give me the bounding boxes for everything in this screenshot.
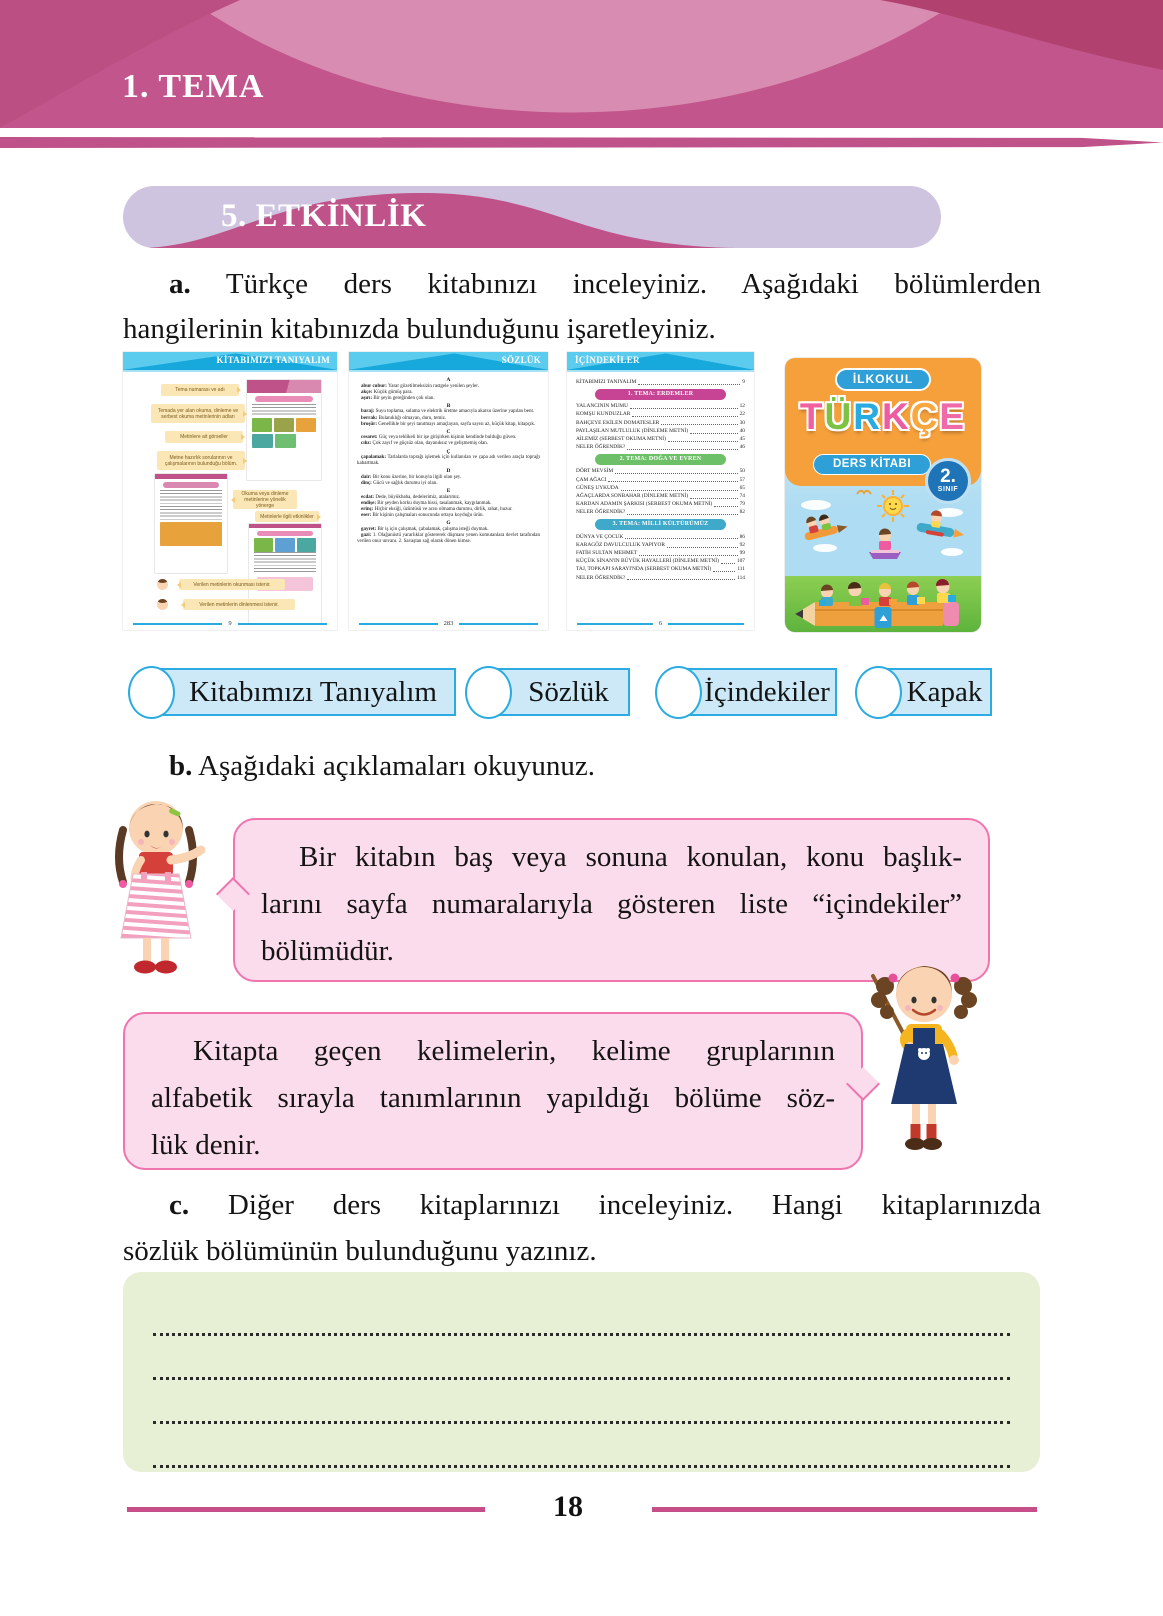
toc-tema-banner: 2. TEMA: DOĞA VE EVREN	[595, 454, 727, 465]
cloud-shape	[941, 548, 963, 556]
dict-entry: dair: Bir konu üzerine, bir konuyla ilgili olan şey.	[361, 474, 462, 480]
callout-label: Metinlerle ilgili etkinlikler	[255, 511, 319, 522]
toc-item: ÇAM AĞACI 57	[576, 476, 745, 483]
dict-entry: gazi: 1. Olağanüstü yararlıklar göstererek düşmanı yenen komutanlara devlet tarafından verilen onur unvanı. 2. Savaştan sağ olarak dönen kimse.	[357, 532, 540, 544]
toc-item: GÜNEŞ UYKUDA 65	[576, 484, 745, 491]
cover-title-letter: T	[799, 396, 825, 437]
toc-item: NELER ÖĞRENDİK? 46	[576, 444, 745, 451]
checkbox-circle[interactable]	[465, 666, 512, 719]
thumbnail-page-number: 9	[228, 619, 232, 627]
thumbnail-footer	[123, 621, 337, 628]
cover-title-letter: Ç	[910, 396, 940, 437]
instruction-b-text: Aşağıdaki açıklamaları okuyunuz.	[198, 750, 596, 782]
answer-line[interactable]	[153, 1424, 1010, 1468]
page-header-band	[0, 0, 1163, 128]
thumbnail-icindekiler	[567, 352, 754, 630]
tema-title: 1. TEMA	[122, 68, 265, 105]
bubble-line: larını sayfa numaralarıyla gösteren liste “içindekiler”	[261, 888, 962, 920]
checkbox-circle[interactable]	[855, 666, 902, 719]
option-icindekiler[interactable]	[677, 668, 837, 716]
header-divider-stripe	[0, 137, 1163, 148]
dict-entry: abur cubur: Yarar gözetilmeksizin rastgele yenilen şeyler.	[361, 383, 479, 389]
instruction-a	[123, 262, 1041, 352]
cover-title-letter: Ü	[824, 396, 854, 437]
dict-entry: eser: Bir kişinin çalışmaları sonucunda ortaya koyduğu ürün.	[361, 512, 484, 518]
dict-letter-heading: Ç	[446, 448, 451, 455]
cover-subtitle: DERS KİTABI	[813, 454, 931, 475]
toc-item: NELER ÖĞRENDİK? 82	[576, 509, 745, 516]
toc-item: AĞAÇLARDA SONBAHAR (DİNLEME METNİ) 74	[576, 493, 745, 500]
cover-grade-badge	[925, 458, 971, 504]
checkbox-circle[interactable]	[655, 666, 702, 719]
dict-entry: cılız: Çok zayıf ve güçsüz olan, dayanıksız ve gelişmemiş olan.	[361, 441, 489, 447]
toc-tema-banner: 1. TEMA: ERDEMLER	[595, 389, 727, 400]
toc-item: TAJ, TOPKAPI SARAYI'NDA (SERBEST OKUMA METNİ) 111	[576, 566, 745, 573]
publisher-logo	[875, 607, 892, 628]
toc-item: PAYLAŞILAN MUTLULUK (DİNLEME METNİ) 40	[576, 427, 745, 434]
instruction-c-line1: Diğer ders kitaplarınızı inceleyiniz. Hangi kitaplarınızda	[227, 1189, 1041, 1221]
dict-entry: aşırı: Bir şeyin gereğinden çok olan.	[361, 395, 435, 401]
thumbnail-page-number: 6	[658, 619, 663, 627]
mini-page	[247, 380, 321, 480]
instruction-c	[123, 1182, 1041, 1274]
answer-line[interactable]	[153, 1380, 1010, 1424]
dict-letter-heading: G	[446, 520, 451, 527]
girl-character-right	[853, 950, 993, 1165]
dict-entry: akçe: Küçük gümüş para.	[361, 389, 413, 395]
flying-girl-on-book	[863, 526, 907, 562]
instruction-a-line1: Türkçe ders kitabınızı inceleyiniz. Aşağıdaki bölümlerden	[225, 268, 1041, 300]
cover-title	[785, 398, 981, 435]
dict-entry: berrak: Bulanıklığı olmayan, duru, temiz.	[361, 415, 447, 421]
callout-label: Verilen metinlerin okunması istenir.	[179, 579, 285, 590]
dict-entry: broşür: Genellikle bir şeyi tanıtmayı amaçlayan, sayfa sayısı az, küçük kitap, kitapçık.	[361, 421, 536, 427]
sitting-kids	[819, 579, 956, 606]
toc-item: AİLEMİZ (SERBEST OKUMA METNİ) 45	[576, 436, 745, 443]
bird-icon	[855, 486, 873, 498]
thumbnail-title: KİTABIMIZI TANIYALIM	[216, 355, 330, 365]
option-kapak[interactable]	[877, 668, 992, 716]
cover-school-level: İLKOKUL	[835, 368, 931, 391]
dict-entry: ecdat: Dede, büyükbaba, dedelerimiz, atalarımız.	[361, 494, 461, 500]
toc-item: DÖRT MEVSİM 50	[576, 468, 745, 475]
option-label: Sözlük	[528, 675, 609, 708]
toc-item: KARAGÖZ DAVULCULUK YAPIYOR 92	[576, 541, 745, 548]
callout-label: Temada yer alan okuma, dinleme ve serbest okuma metinlerinin adları	[151, 404, 245, 423]
sozluk-body	[349, 374, 548, 616]
thumbnail-header	[123, 352, 337, 372]
toc-item: KARDAN ADAMIN ŞARKISI (SERBEST OKUMA METNİ) 79	[576, 501, 745, 508]
checkbox-circle[interactable]	[128, 666, 175, 719]
header-wave-art	[0, 0, 1163, 128]
sun-icon	[877, 490, 909, 522]
callout-label: Verilen metinlerin dinlenmesi istenir.	[183, 599, 295, 610]
dict-entry: cesaret: Güç veya tehlikeli bir işe girişirken kişinin kendinde bulduğu güven.	[361, 435, 517, 441]
toc-item: FATİH SULTAN MEHMET 99	[576, 550, 745, 557]
thumbnail-title: SÖZLÜK	[501, 355, 541, 365]
thumbnail-page-number: 283	[443, 619, 454, 627]
thumbnail-footer	[349, 621, 548, 628]
mini-page	[155, 474, 227, 573]
thumbnail-footer	[567, 621, 754, 628]
bubble-line: lük denir.	[151, 1129, 261, 1161]
dict-letter-heading: C	[446, 428, 451, 435]
cloud-shape	[801, 500, 831, 510]
toc-tema-banner: 3. TEMA: MİLLİ KÜLTÜRÜMÜZ	[595, 519, 727, 530]
answer-writing-box	[123, 1272, 1040, 1472]
activity-banner-wave	[123, 186, 763, 248]
thumbnail-title: İÇİNDEKİLER	[575, 355, 640, 365]
toc-item: YALANCININ MUMU 12	[576, 403, 745, 410]
flying-kid-on-plane	[911, 508, 967, 546]
callout-label: Metne hazırlık sorularının ve çalışmalarının bulunduğu bölüm.	[157, 451, 245, 470]
bubble-line: Kitapta geçen kelimelerin, kelime gruplarının	[193, 1035, 835, 1067]
toc-item: KÜÇÜK SİNAN'IN BÜYÜK HAYALLERİ (DİNLEME METNİ) 107	[576, 558, 745, 565]
dict-entry: erinç: Hiçbir eksiği, üzüntüsü ve acısı olmama durumu, dirlik, rahat, huzur.	[361, 506, 513, 512]
bubble-line: bölümüdür.	[261, 935, 394, 967]
footer-rule-left	[127, 1507, 485, 1512]
footer-rule-right	[652, 1507, 1037, 1512]
activity-title: 5. ETKİNLİK	[221, 198, 427, 234]
thumbnail-book-cover	[785, 358, 981, 632]
icindekiler-list	[567, 376, 754, 616]
dict-entry: dinç: Gücü ve sağlık durumu iyi olan.	[361, 481, 438, 486]
toc-item: KOMŞU KUNDUZLAR 22	[576, 411, 745, 418]
cloud-shape	[813, 544, 837, 552]
option-label: Kitabımızı Tanıyalım	[189, 675, 437, 708]
cover-title-letter: E	[939, 396, 967, 437]
instruction-c-line2: sözlük bölümünün bulunduğunu yazınız.	[123, 1235, 597, 1267]
toc-item: KİTABIMIZI TANIYALIM 9	[576, 379, 745, 385]
cover-title-letter: K	[881, 396, 911, 437]
dict-letter-heading: B	[446, 402, 451, 409]
activity-banner	[123, 186, 941, 248]
cover-grade-word: SINIF	[937, 486, 959, 493]
dict-entry: gayret: Bir iş için çalışmak, çabalamak, çalışma isteği duymak.	[361, 526, 489, 532]
dict-entry: baraj: Suyu toplama, sulama ve elektrik üretme amacıyla akarsu üzerine yapılan bent.	[361, 409, 535, 415]
answer-line[interactable]	[153, 1336, 1010, 1380]
cover-grade-number: 2.	[940, 466, 956, 487]
thumbnail-header	[567, 352, 754, 372]
toc-item: DÜNYA VE ÇOCUK 86	[576, 533, 745, 540]
toc-item: BAHÇEYE EKİLEN DOMATESLER 30	[576, 419, 745, 426]
flying-kids-on-pencil	[799, 510, 851, 544]
option-sozluk[interactable]	[487, 668, 630, 716]
thumbnail-kitabimizi-taniyalim	[123, 352, 337, 630]
option-kitabimizi-taniyalim[interactable]	[150, 668, 456, 716]
dict-letter-heading: A	[446, 377, 451, 383]
dict-letter-heading: E	[446, 488, 451, 495]
dict-entry: çapalamak: Tarlalarda toprağı işlemek için kullanılan ve çapa adı verilen araçla toprağı kabartmak.	[357, 455, 541, 467]
toc-item: NELER ÖĞRENDİK? 114	[576, 574, 745, 581]
callout-label: Metinlere ait görseller	[165, 431, 243, 443]
page-number: 18	[553, 1490, 583, 1523]
thumbnail-sozluk	[349, 352, 548, 630]
answer-line[interactable]	[153, 1292, 1010, 1336]
cover-title-letter: R	[853, 396, 882, 437]
instruction-a-marker: a.	[169, 268, 191, 300]
girl-character-left	[103, 788, 231, 978]
instruction-a-line2: hangilerinin kitabınızda bulunduğunu işaretleyiniz.	[123, 313, 716, 345]
listener-avatar-icon	[157, 599, 168, 610]
option-label: İçindekiler	[704, 675, 830, 708]
instruction-b	[123, 744, 1041, 789]
bubble-line: Bir kitabın baş veya sonuna konulan, konu başlık-	[299, 841, 962, 873]
reader-avatar-icon	[157, 579, 168, 590]
instruction-c-marker: c.	[169, 1189, 190, 1221]
callout-label: Tema numarası ve adı	[161, 384, 239, 396]
dict-letter-heading: D	[446, 468, 451, 475]
dict-entry: endişe: Bir şeyden korku duyma hissi, tasalanmak, kaygılanmak.	[361, 500, 492, 506]
callout-label: Okuma veya dinleme metinlerine yönelik yönerge	[233, 490, 297, 509]
option-label: Kapak	[906, 675, 983, 708]
bubble-line: alfabetik sırayla tanımlarının yapıldığı bölüme söz-	[151, 1082, 835, 1114]
instruction-b-marker: b.	[169, 750, 193, 782]
speech-bubble-sozluk	[123, 1012, 863, 1170]
thumbnail-header	[349, 352, 548, 372]
